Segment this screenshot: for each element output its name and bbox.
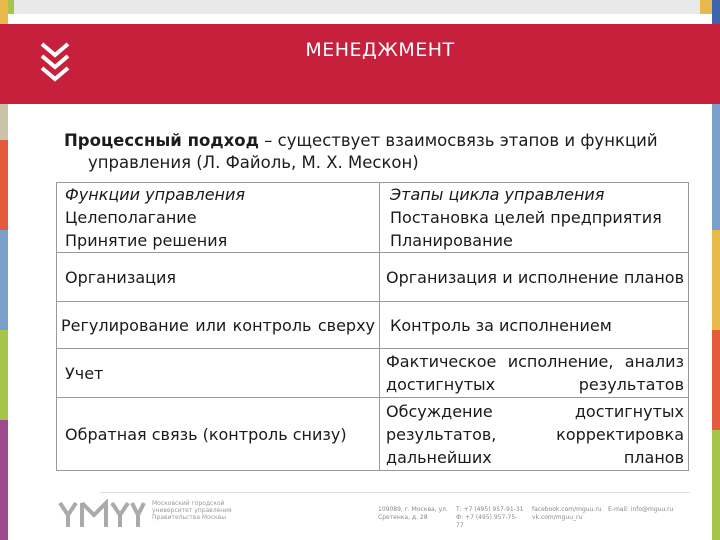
table-cell: Контроль за исполнением <box>380 302 689 349</box>
table-cell: Целеполагание <box>57 206 380 229</box>
table-row <box>57 398 689 471</box>
university-name: Московский городской университет управления Правительства Москвы <box>152 500 232 521</box>
table-cell: Постановка целей предприятия <box>380 206 689 229</box>
table-row <box>57 253 689 302</box>
intro-line2: управления (Л. Файоль, М. Х. Мескон) <box>88 153 419 172</box>
table-row <box>57 229 689 253</box>
chevron-down-icon <box>38 40 72 86</box>
title-banner <box>0 24 720 104</box>
table-cell: Учет <box>57 349 380 398</box>
page-title: МЕНЕДЖМЕНТ <box>305 39 455 61</box>
table-cell: Обратная связь (контроль снизу) <box>57 398 380 471</box>
footer-social: facebook.com/mguu.ru vk.com/mguu_ru <box>532 506 602 521</box>
table-header-row <box>57 183 689 207</box>
footer-divider <box>100 492 690 493</box>
intro-paragraph <box>64 130 674 174</box>
university-logo-icon <box>58 499 148 529</box>
footer-email: E-mail: info@mguu.ru <box>608 506 674 513</box>
functions-table <box>56 182 689 471</box>
table-cell: Обсуждение достигнутых результатов, корректировка дальнейших планов <box>380 398 689 471</box>
intro-lead: Процессный подход <box>64 131 259 150</box>
table-row <box>57 302 689 349</box>
table-row <box>57 206 689 229</box>
table-cell: Фактическое исполнение, анализ достигнутых результатов <box>380 349 689 398</box>
footer-address: 109089, г. Москва, ул. Сретенка, д. 28 <box>378 506 448 521</box>
table-cell: Планирование <box>380 229 689 253</box>
intro-text: – существует взаимосвязь этапов и функций <box>258 131 658 150</box>
column-header: Функции управления <box>57 183 380 207</box>
table-row <box>57 349 689 398</box>
footer-phone: Т: +7 (495) 957-91-31 Ф: +7 (495) 957-75-77 <box>456 506 524 529</box>
table-cell: Принятие решения <box>57 229 380 253</box>
column-header: Этапы цикла управления <box>380 183 689 207</box>
top-decor-strip <box>0 0 720 14</box>
table-cell: Организация и исполнение планов <box>380 253 689 302</box>
table-cell: Регулирование или контроль сверху <box>57 302 380 349</box>
table-cell: Организация <box>57 253 380 302</box>
